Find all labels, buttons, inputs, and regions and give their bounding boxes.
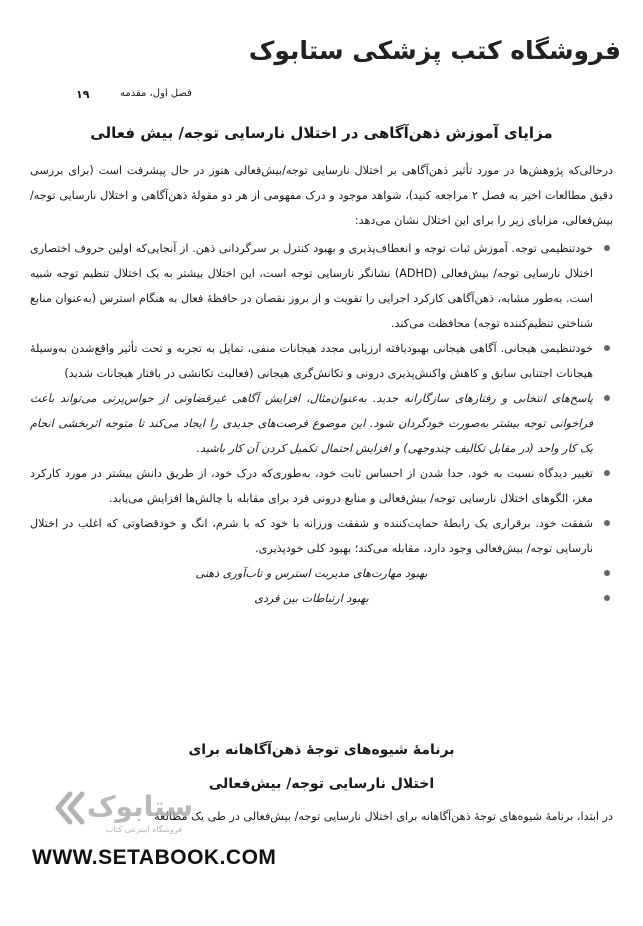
program-first-line: در ابتدا، برنامهٔ شیوه‌های توجهٔ ذهن‌آگاهانه برای اختلال نارسایی توجه/ بیش‌فعالی در طی یک مطالعهٔ [154,810,613,823]
watermark-tagline: فروشگاه اینترنتی کتاب [105,825,183,834]
list-item [30,236,613,336]
benefits-list [30,236,613,611]
section-title: مزایای آموزش ذهن‌آگاهی در اختلال نارسایی توجه/ بیش فعالی [90,124,553,142]
site-url: WWW.SETABOOK.COM [32,846,277,869]
setabook-logo [48,780,198,840]
page-number: ۱۹ [76,88,90,101]
store-title: فروشگاه کتب پزشکی ستابوک [248,36,621,65]
list-item [30,586,613,611]
list-item [30,561,613,586]
list-item-text: خودتنظیمی هیجانی. آگاهی هیجانی بهبودیافته ارزیابی مجدد هیجانات منفی، تمایل به تجربه و تحت تأثیر واقع‌شدن به‌وسیلهٔ هیجانات اجتنابی سابق و کاهش واکنش‌پذیری درونی و تکانش‌گری هیجانی (فعالیت تکانشی در بافتار هیجانات شدید) [30,342,593,380]
watermark-brand: ستابوک [86,790,194,823]
list-item [30,386,613,461]
list-item [30,461,613,511]
list-item-text: شفقت خود. برقراری یک رابطهٔ حمایت‌کننده و شفقت ورزانه با خود که با شرم، انگ و خودقضاوتی که اغلب در اختلال نارسایی توجه/ بیش‌فعالی وجود دارد، مقابله می‌کند؛ بهبود کلی خودپذیری. [30,517,593,555]
bullet-icon [604,595,610,601]
chapter-label: فصل اول، مقدمه [120,88,192,99]
list-item-text: پاسخ‌های انتخابی و رفتارهای سازگارانه جدید. به‌عنوان‌مثال، افزایش آگاهی غیرقضاوتی از حواس‌پرتی می‌تواند باعث فراخوانی توجه بیشتر به‌صورت خودگردان شود. این موضوع فرصت‌های جدیدی را ایجاد می‌کند تا متوجه اثربخشی انجام یک کار واحد (در مقابل تکالیف چندوجهی) و افزایش احتمال تکمیل کردن آن کار باشید. [30,392,593,455]
list-item-text: بهبود مهارت‌های مدیریت استرس و تاب‌آوری ذهنی [195,567,428,580]
bullet-icon [604,395,610,401]
list-item-text: خودتنظیمی توجه. آموزش ثبات توجه و انعطاف‌پذیری و بهبود کنترل بر سرگردانی ذهن. از آنجایی‌که اولین حروف اختصاری اختلال نارسایی توجه/ بیش‌فعالی (ADHD) نشانگر نارسایی توجه است، این اختلال بیشتر به یک اختلال تنظیم توجه شبیه است. به‌طور مشابه، ذهن‌آگاهی کارکرد اجرایی را تقویت و از بروز نقصان در حافظهٔ فعال به هنگام استرس (به‌عنوان منابع شناختی تنظیم‌کننده توجه) محافظت می‌کند. [30,242,593,330]
running-head [28,88,615,106]
list-item-text: تغییر دیدگاه نسبت به خود. جدا شدن از احساس ثابت خود، به‌طوری‌که درک خود، از طریق دانش بیشتر در مورد کارکرد مغز، الگوهای اختلال نارسایی توجه/ بیش‌فعالی و منابع درونی فرد برای مقابله با چالش‌ها افزایش می‌یابد. [30,467,593,505]
program-heading-line1: برنامهٔ شیوه‌های توجهٔ ذهن‌آگاهانه برای [188,742,455,758]
bullet-icon [604,245,610,251]
bullet-icon [604,570,610,576]
program-heading-line2: اختلال نارسایی توجه/ بیش‌فعالی [208,776,435,792]
intro-paragraph: درحالی‌که پژوهش‌ها در مورد تأثیر ذهن‌آگاهی بر اختلال نارسایی توجه/بیش‌فعالی هنوز در حال پیشرفت است (برای بررسی دقیق مطالعات اخیر به فصل ۲ مراجعه کنید)، شواهد موجود و درک مفهومی از هر دو مقولهٔ ذهن‌آگاهی و اختلال نارسایی توجه/ بیش‌فعالی، مزایای زیر را برای این اختلال نشان می‌دهد: [30,164,613,227]
bullet-icon [604,345,610,351]
bullet-icon [604,470,610,476]
list-item [30,336,613,386]
list-item-text: بهبود ارتباطات بین فردی [254,592,369,605]
list-item [30,511,613,561]
bullet-icon [604,520,610,526]
